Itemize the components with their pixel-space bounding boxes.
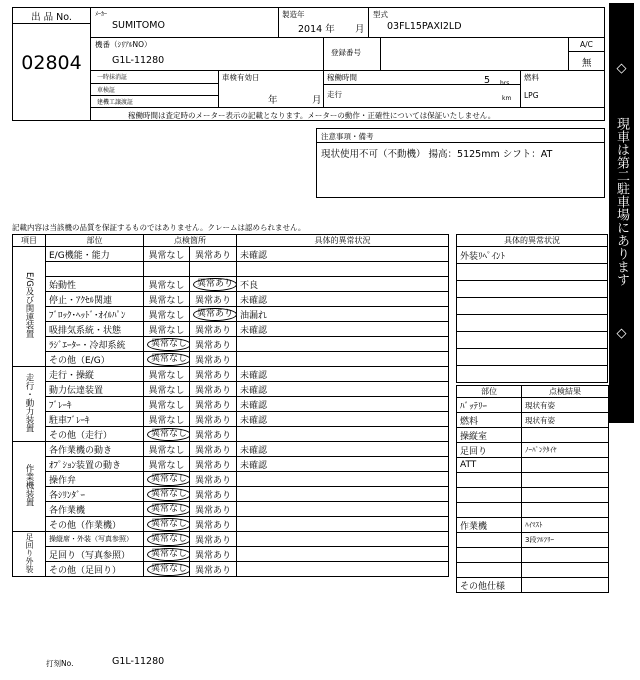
col-header: 具体的異常状況	[457, 235, 608, 247]
shaken-label: 車検有効日	[222, 73, 260, 82]
table-row	[457, 458, 609, 473]
shaken-year: 年	[268, 95, 278, 106]
circled-mark: 異常なし	[147, 338, 190, 351]
detail-cell: 不良	[237, 277, 449, 292]
detail-cell: 未確認	[237, 292, 449, 307]
part-cell: その他（足回り）	[46, 562, 144, 577]
part-cell: 各作業機の動き	[46, 442, 144, 457]
ng-cell[interactable]: 異常あり	[190, 502, 237, 517]
shaken-month: 月	[312, 95, 322, 106]
ng-cell[interactable]: 異常あり	[190, 352, 237, 367]
part-cell: ﾊﾞｯﾃﾘｰ	[457, 398, 522, 413]
shuppin-number: 02804	[21, 52, 82, 74]
circled-mark: 異常なし	[147, 488, 190, 501]
ok-cell[interactable]	[144, 337, 190, 352]
part-cell: 作業機	[457, 518, 522, 533]
right-result-table	[456, 385, 609, 593]
serial-value: G1L-11280	[112, 55, 165, 66]
col-header: 部位	[46, 235, 144, 247]
detail-cell: 未確認	[237, 367, 449, 382]
table-row	[13, 562, 449, 577]
result-cell	[522, 548, 609, 563]
ok-cell[interactable]: 異常なし	[144, 457, 190, 472]
table-row	[457, 315, 608, 332]
ng-cell[interactable]	[190, 262, 237, 277]
table-row	[13, 442, 449, 457]
reg-label: 登録番号	[331, 48, 361, 57]
ok-cell[interactable]: 異常なし	[144, 367, 190, 382]
diamond-icon: ◇	[616, 61, 627, 76]
col-header: 部位	[457, 386, 522, 398]
lot-label: 打刻No.	[46, 659, 74, 668]
result-cell	[522, 503, 609, 518]
part-cell: 操作弁	[46, 472, 144, 487]
table-row	[13, 502, 449, 517]
part-cell	[46, 262, 144, 277]
table-row	[457, 503, 609, 518]
cert-kenki: 建機工譲渡証	[97, 99, 134, 106]
table-row	[457, 428, 609, 443]
table-row	[13, 277, 449, 292]
ok-cell[interactable]: 異常なし	[144, 382, 190, 397]
group-label-undercarriage: 足回り外装	[13, 532, 46, 577]
circled-mark: 異常なし	[147, 503, 190, 516]
detail-cell	[237, 427, 449, 442]
table-row	[457, 264, 608, 281]
part-cell: 始動性	[46, 277, 144, 292]
part-cell: 吸排気系統・状態	[46, 322, 144, 337]
ng-cell[interactable]: 異常あり	[190, 427, 237, 442]
group-label-travel: 走行・動力装置	[13, 367, 46, 442]
table-row	[13, 352, 449, 367]
detail-cell	[237, 352, 449, 367]
detail-cell	[237, 532, 449, 547]
table-row	[457, 332, 608, 349]
ng-cell[interactable]: 異常あり	[190, 442, 237, 457]
table-row	[13, 532, 449, 547]
table-row	[457, 298, 608, 315]
detail-cell	[237, 337, 449, 352]
part-cell: 停止・ｱｸｾﾙ関連	[46, 292, 144, 307]
result-cell	[522, 563, 609, 578]
cert-shaken: 車検証	[97, 87, 116, 94]
ng-cell[interactable]: 異常あり	[190, 397, 237, 412]
ng-cell[interactable]: 異常あり	[190, 382, 237, 397]
ng-cell[interactable]	[190, 277, 237, 292]
remarks-box	[316, 128, 605, 198]
table-row	[13, 307, 449, 322]
year-value: 2014 年	[298, 24, 335, 35]
ok-cell[interactable]	[144, 502, 190, 517]
ng-cell[interactable]: 異常あり	[190, 457, 237, 472]
ok-cell[interactable]	[144, 562, 190, 577]
result-cell: 3段ﾌﾙﾌﾘｰ	[522, 533, 609, 548]
fuel-value: LPG	[524, 91, 539, 100]
ok-cell[interactable]: 異常なし	[144, 397, 190, 412]
part-cell: 操縦席・外装（写真参照）	[46, 532, 144, 547]
detail-cell	[457, 264, 608, 281]
table-row	[457, 281, 608, 298]
part-cell: 走行・操縦	[46, 367, 144, 382]
detail-cell	[237, 472, 449, 487]
ok-cell[interactable]	[144, 547, 190, 562]
result-cell	[522, 578, 609, 593]
table-row	[13, 322, 449, 337]
part-cell: ATT	[457, 458, 522, 473]
ok-cell[interactable]: 異常なし	[144, 292, 190, 307]
group-label-work: 作業機装置	[13, 442, 46, 532]
side-banner	[609, 3, 634, 423]
table-row	[13, 427, 449, 442]
year-month: 月	[355, 24, 365, 35]
table-row	[457, 563, 609, 578]
ok-cell[interactable]	[144, 352, 190, 367]
col-header: 具体的異常状況	[237, 235, 449, 247]
detail-cell	[457, 332, 608, 349]
ac-label: A/C	[580, 40, 593, 49]
table-row	[457, 548, 609, 563]
result-cell: 現状有姿	[522, 413, 609, 428]
maker-value: SUMITOMO	[112, 20, 165, 31]
table-row	[457, 533, 609, 548]
table-row	[13, 367, 449, 382]
table-row	[13, 412, 449, 427]
result-cell: ﾉｰﾊﾟﾝｸﾀｲﾔ	[522, 443, 609, 458]
ng-cell[interactable]: 異常あり	[190, 322, 237, 337]
result-cell	[522, 488, 609, 503]
group-label-eg: E/G及び関連装置	[13, 247, 46, 367]
maker-label: ﾒｰｶｰ	[95, 11, 108, 18]
circled-mark: 異常あり	[193, 308, 237, 321]
table-row	[13, 262, 449, 277]
right-detail-table	[456, 234, 608, 383]
part-cell: ﾗｼﾞｴｰﾀｰ・冷却系統	[46, 337, 144, 352]
hours-label: 稼働時間	[327, 73, 357, 82]
table-row	[13, 397, 449, 412]
part-cell: ﾌﾞﾛｯｸ･ﾍｯﾄﾞ･ｵｲﾙﾊﾟﾝ	[46, 307, 144, 322]
detail-cell: 未確認	[237, 397, 449, 412]
result-cell: 現状有姿	[522, 398, 609, 413]
detail-cell	[237, 547, 449, 562]
part-cell: 駐車ﾌﾞﾚｰｷ	[46, 412, 144, 427]
table-row	[13, 517, 449, 532]
table-row	[457, 443, 609, 458]
fuel-label: 燃料	[524, 73, 539, 82]
table-row	[457, 398, 609, 413]
ng-cell[interactable]: 異常あり	[190, 367, 237, 382]
travel-label: 走行	[327, 90, 342, 99]
table-row	[13, 292, 449, 307]
detail-cell: 外装ﾘﾍﾟｲﾝﾄ	[457, 247, 608, 264]
ok-cell[interactable]	[144, 487, 190, 502]
detail-cell	[457, 315, 608, 332]
circled-mark: 異常あり	[193, 278, 237, 291]
result-header-row	[457, 386, 609, 398]
table-row	[457, 349, 608, 366]
remarks-title: 注意事項・備考	[321, 132, 374, 141]
table-row	[13, 337, 449, 352]
part-cell: 各ｼﾘﾝﾀﾞｰ	[46, 487, 144, 502]
ng-cell[interactable]	[190, 307, 237, 322]
ok-cell[interactable]: 異常なし	[144, 412, 190, 427]
part-cell: ｵﾌﾟｼｮﾝ装置の動き	[46, 457, 144, 472]
part-cell	[457, 503, 522, 518]
ok-cell[interactable]: 異常なし	[144, 307, 190, 322]
part-cell: 足回り（写真参照）	[46, 547, 144, 562]
km-unit: km	[502, 95, 512, 102]
part-cell	[457, 488, 522, 503]
ng-cell[interactable]: 異常あり	[190, 487, 237, 502]
circled-mark: 異常なし	[147, 353, 190, 366]
table-row	[13, 382, 449, 397]
ok-cell[interactable]	[144, 262, 190, 277]
part-cell: 操縦室	[457, 428, 522, 443]
result-cell	[522, 458, 609, 473]
table-row	[457, 413, 609, 428]
inspection-table	[12, 234, 449, 577]
part-cell: 燃料	[457, 413, 522, 428]
table-row	[457, 488, 609, 503]
table-row	[13, 457, 449, 472]
table-row	[457, 578, 609, 593]
part-cell	[457, 548, 522, 563]
part-cell: その他（作業機）	[46, 517, 144, 532]
ng-cell[interactable]: 異常あり	[190, 517, 237, 532]
ok-cell[interactable]	[144, 532, 190, 547]
col-header: 点検箇所	[144, 235, 237, 247]
ok-cell[interactable]: 異常なし	[144, 277, 190, 292]
circled-mark: 異常なし	[147, 473, 190, 486]
ok-cell[interactable]	[144, 427, 190, 442]
col-header: 項目	[13, 235, 46, 247]
circled-mark: 異常なし	[147, 548, 190, 561]
cert-temporary: 一時抹消証	[97, 74, 128, 81]
detail-cell	[457, 281, 608, 298]
lot-value: G1L-11280	[112, 656, 165, 667]
ng-cell[interactable]: 異常あり	[190, 337, 237, 352]
col-header: 点検結果	[522, 386, 609, 398]
ng-cell[interactable]: 異常あり	[190, 412, 237, 427]
result-cell: ﾊｲﾏｽﾄ	[522, 518, 609, 533]
part-cell: 動力伝達装置	[46, 382, 144, 397]
part-cell: その他（E/G）	[46, 352, 144, 367]
model-label: 型式	[373, 10, 388, 19]
circled-mark: 異常なし	[147, 533, 190, 546]
detail-cell: 未確認	[237, 382, 449, 397]
detail-cell	[237, 502, 449, 517]
part-cell: ﾌﾞﾚｰｷ	[46, 397, 144, 412]
ng-cell[interactable]: 異常あり	[190, 547, 237, 562]
quality-disclaimer: 記載内容は当該機の品質を保証するものではありません。クレームは認められません。	[12, 223, 306, 232]
result-cell	[522, 473, 609, 488]
part-cell: 足回り	[457, 443, 522, 458]
circled-mark: 異常なし	[147, 563, 190, 576]
diamond-icon: ◇	[616, 326, 627, 341]
part-cell: その他（走行）	[46, 427, 144, 442]
ng-cell[interactable]: 異常あり	[190, 532, 237, 547]
detail-cell	[457, 298, 608, 315]
ng-cell[interactable]: 異常あり	[190, 472, 237, 487]
detail-cell	[457, 366, 608, 383]
year-label: 製造年	[282, 10, 305, 19]
circled-mark: 異常なし	[147, 428, 190, 441]
shuppin-label: 出 品 No.	[31, 12, 72, 23]
ok-cell[interactable]: 異常なし	[144, 442, 190, 457]
side-banner-text: 現車は第二駐車場にあります	[614, 116, 629, 286]
detail-cell	[237, 517, 449, 532]
part-cell: その他仕様	[457, 578, 522, 593]
inspection-header-row	[13, 235, 449, 247]
ac-value: 無	[582, 58, 592, 69]
detail-cell: 未確認	[237, 442, 449, 457]
detail-cell: 未確認	[237, 457, 449, 472]
detail-cell: 未確認	[237, 247, 449, 262]
table-row	[13, 472, 449, 487]
detail-cell	[237, 487, 449, 502]
detail-cell: 未確認	[237, 412, 449, 427]
table-row	[457, 473, 609, 488]
ok-cell[interactable]: 異常なし	[144, 247, 190, 262]
table-row	[457, 366, 608, 383]
detail-cell	[237, 262, 449, 277]
table-row	[457, 518, 609, 533]
result-cell	[522, 428, 609, 443]
remarks-body: 現状使用不可（不動機） 揚高：5125mm シフト：AT	[321, 149, 553, 160]
part-cell	[457, 473, 522, 488]
model-value: 03FL15PAXI2LD	[387, 21, 462, 32]
detail-cell: 油漏れ	[237, 307, 449, 322]
part-cell	[457, 563, 522, 578]
hours-unit: hrs	[500, 80, 510, 87]
table-row	[457, 247, 608, 264]
ok-cell[interactable]: 異常なし	[144, 322, 190, 337]
ng-cell[interactable]: 異常あり	[190, 562, 237, 577]
detail-cell: 未確認	[237, 322, 449, 337]
table-row	[13, 547, 449, 562]
circled-mark: 異常なし	[147, 518, 190, 531]
ng-cell[interactable]: 異常あり	[190, 247, 237, 262]
ng-cell[interactable]: 異常あり	[190, 292, 237, 307]
part-cell: E/G機能・能力	[46, 247, 144, 262]
ok-cell[interactable]	[144, 472, 190, 487]
detail-cell	[237, 562, 449, 577]
hours-value: 5	[484, 75, 491, 86]
part-cell: 各作業機	[46, 502, 144, 517]
table-row	[13, 247, 449, 262]
ok-cell[interactable]	[144, 517, 190, 532]
table-row	[13, 487, 449, 502]
serial-label: 機番（ｼﾘｱﾙNO）	[95, 40, 152, 49]
detail-cell	[457, 349, 608, 366]
hours-disclaimer: 稼働時間は査定時のメーター表示の記載となります。メーターの動作・正確性については保証いたしません。	[128, 111, 496, 120]
part-cell	[457, 533, 522, 548]
